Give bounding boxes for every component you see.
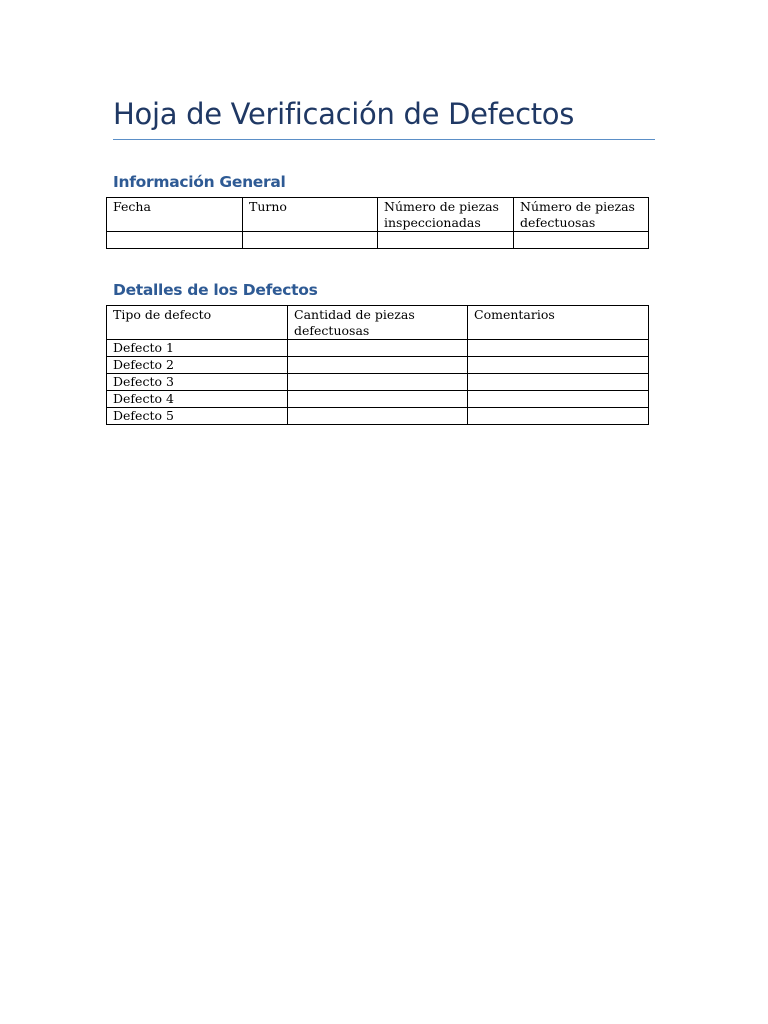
turno-cell[interactable] bbox=[243, 232, 378, 249]
column-header-comentarios: Comentarios bbox=[468, 306, 649, 340]
defect-quantity-cell[interactable] bbox=[288, 391, 468, 408]
defect-comment-cell[interactable] bbox=[468, 357, 649, 374]
column-header-piezas-inspeccionadas: Número de piezas inspeccionadas bbox=[378, 198, 514, 232]
defect-quantity-cell[interactable] bbox=[288, 374, 468, 391]
table-header-row bbox=[107, 198, 649, 232]
section-heading-defect-details: Detalles de los Defectos bbox=[113, 281, 318, 299]
table-row bbox=[107, 408, 649, 425]
column-header-turno: Turno bbox=[243, 198, 378, 232]
defect-type-cell: Defecto 2 bbox=[107, 357, 288, 374]
defect-quantity-cell[interactable] bbox=[288, 340, 468, 357]
defect-type-cell: Defecto 3 bbox=[107, 374, 288, 391]
table-row bbox=[107, 340, 649, 357]
piezas-defectuosas-cell[interactable] bbox=[514, 232, 649, 249]
column-header-tipo-defecto: Tipo de defecto bbox=[107, 306, 288, 340]
table-row bbox=[107, 357, 649, 374]
piezas-inspeccionadas-cell[interactable] bbox=[378, 232, 514, 249]
defect-comment-cell[interactable] bbox=[468, 391, 649, 408]
defect-type-cell: Defecto 5 bbox=[107, 408, 288, 425]
table-row bbox=[107, 374, 649, 391]
defect-type-cell: Defecto 1 bbox=[107, 340, 288, 357]
defect-type-cell: Defecto 4 bbox=[107, 391, 288, 408]
title-underline bbox=[113, 139, 655, 140]
column-header-cantidad-piezas: Cantidad de piezas defectuosas bbox=[288, 306, 468, 340]
table-row bbox=[107, 391, 649, 408]
defect-comment-cell[interactable] bbox=[468, 340, 649, 357]
defect-details-table bbox=[106, 305, 649, 425]
document-title: Hoja de Verificación de Defectos bbox=[113, 97, 575, 131]
column-header-fecha: Fecha bbox=[107, 198, 243, 232]
section-heading-general-info: Información General bbox=[113, 173, 286, 191]
fecha-cell[interactable] bbox=[107, 232, 243, 249]
general-info-table bbox=[106, 197, 649, 249]
column-header-piezas-defectuosas: Número de piezas defectuosas bbox=[514, 198, 649, 232]
table-header-row bbox=[107, 306, 649, 340]
table-row bbox=[107, 232, 649, 249]
defect-comment-cell[interactable] bbox=[468, 408, 649, 425]
defect-quantity-cell[interactable] bbox=[288, 408, 468, 425]
defect-comment-cell[interactable] bbox=[468, 374, 649, 391]
defect-quantity-cell[interactable] bbox=[288, 357, 468, 374]
